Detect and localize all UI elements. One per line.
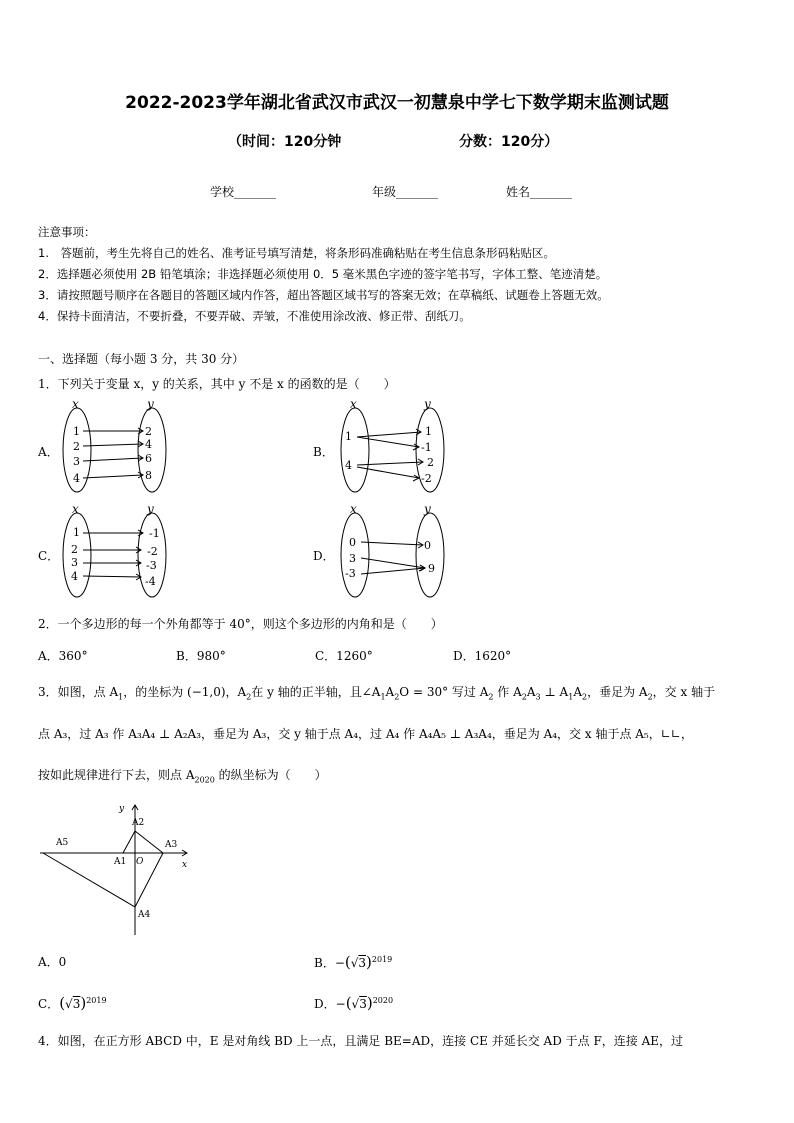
svg-text:6: 6: [145, 452, 152, 465]
note-item: 1. 答题前，考生先将自己的姓名、准考证号填写清楚，将条形码准确粘贴在考生信息条形码粘贴区。: [38, 246, 555, 260]
question-3-line-1: 3．如图，点 $A_1$，的坐标为 (−1,0)，$A_2$在 y 轴的正半轴，且$\angle A_1A_2O = 30^\circ$ 写过 $A_2$ 作 $A_2A_3$ ⊥ $A_1A_2$，垂足为 $A_2$，交 x 轴于: [38, 685, 716, 702]
question-3-line-3: 按如此规律进行下去，则点 $A_{2020}$ 的纵坐标为（ ）: [38, 768, 327, 785]
q1-option-a-label: A．: [38, 445, 59, 459]
svg-text:4: 4: [345, 459, 352, 472]
q2-option-d: D．1620°: [453, 649, 512, 663]
q1-option-b-label: B．: [313, 445, 334, 459]
axis-y-label: y: [147, 397, 154, 411]
fig-a1: A1: [114, 857, 127, 867]
svg-text:0: 0: [424, 539, 431, 552]
svg-text:-3: -3: [345, 567, 356, 580]
q3-option-a: A．0: [38, 955, 67, 969]
svg-text:y: y: [424, 397, 431, 411]
svg-text:4: 4: [145, 438, 152, 451]
svg-text:1: 1: [345, 430, 352, 443]
fig-y-label: y: [119, 804, 125, 814]
q1-option-d-label: D．: [313, 549, 335, 563]
school-field: 学校_______: [210, 185, 277, 199]
question-1-stem: 1．下列关于变量 x，y 的关系，其中 y 不是 x 的函数的是（ ）: [38, 377, 396, 391]
axis-x-label: x: [72, 397, 79, 411]
svg-text:2: 2: [71, 543, 78, 556]
svg-text:4: 4: [73, 472, 80, 485]
svg-text:-1: -1: [421, 441, 432, 454]
notes-heading: 注意事项：: [38, 225, 96, 239]
question-2-stem: 2．一个多边形的每一个外角都等于 40°，则这个多边形的内角和是（ ）: [38, 617, 443, 631]
svg-text:x: x: [72, 502, 79, 516]
svg-text:-2: -2: [147, 545, 158, 558]
svg-text:-1: -1: [149, 527, 160, 540]
fig-a2: A2: [132, 818, 145, 828]
q1-mapping-d: [333, 500, 463, 605]
svg-text:1: 1: [73, 425, 80, 438]
svg-text:y: y: [424, 502, 431, 516]
fig-x-label: x: [182, 860, 188, 870]
question-3-line-2: 点 A₃，过 A₃ 作 A₃A₄ ⊥ A₂A₃，垂足为 A₃，交 y 轴于点 A₄，过 A₄ 作 A₄A₅ ⊥ A₃A₄，垂足为 A₄，交 x 轴于点 A₅，∟∟，: [38, 727, 693, 741]
q2-option-c: C．1260°: [315, 649, 373, 663]
exam-time: （时间：120分钟: [228, 134, 342, 150]
q3-option-c: C．$(√3)^{2019}$: [38, 994, 107, 1012]
fig-origin: O: [136, 857, 144, 867]
svg-text:2: 2: [427, 456, 434, 469]
svg-text:1: 1: [73, 526, 80, 539]
svg-text:0: 0: [349, 536, 356, 549]
svg-text:3: 3: [349, 552, 356, 565]
q2-option-b: B．980°: [176, 649, 226, 663]
svg-text:-3: -3: [146, 559, 157, 572]
svg-text:-4: -4: [145, 575, 156, 588]
svg-text:y: y: [147, 502, 154, 516]
svg-text:9: 9: [428, 562, 435, 575]
q1-mapping-a: [55, 395, 185, 500]
svg-text:2: 2: [73, 440, 80, 453]
note-item: 2．选择题必须使用 2B 铅笔填涂；非选择题必须使用 0．5 毫米黑色字迹的签字笔书写，字体工整、笔迹清楚。: [38, 267, 608, 281]
svg-text:3: 3: [73, 455, 80, 468]
q1-mapping-b: [333, 395, 463, 500]
note-item: 4．保持卡面清洁，不要折叠，不要弄破、弄皱，不准使用涂改液、修正带、刮纸刀。: [38, 309, 471, 323]
exam-score: 分数：120分）: [459, 134, 559, 150]
fig-a5: A5: [56, 838, 69, 848]
svg-text:3: 3: [71, 556, 78, 569]
svg-text:x: x: [350, 397, 357, 411]
q1-mapping-c: [55, 500, 185, 605]
q3-option-b: B．$-(√3)^{2019}$: [314, 953, 393, 971]
svg-text:x: x: [350, 502, 357, 516]
svg-text:4: 4: [71, 570, 78, 583]
page-title: 2022-2023学年湖北省武汉市武汉一初慧泉中学七下数学期末监测试题: [125, 93, 669, 113]
q2-option-a: A．360°: [38, 649, 88, 663]
fig-a3: A3: [165, 840, 178, 850]
question-4-stem: 4．如图，在正方形 ABCD 中，E 是对角线 BD 上一点，且满足 BE=AD，连接 CE 并延长交 AD 于点 F，连接 AE，过: [38, 1034, 684, 1048]
svg-text:1: 1: [425, 425, 432, 438]
svg-text:-2: -2: [421, 472, 432, 485]
section-heading: 一、选择题（每小题 3 分，共 30 分）: [38, 352, 245, 366]
fig-a4: A4: [138, 910, 151, 920]
svg-text:8: 8: [145, 469, 152, 482]
grade-field: 年级_______: [372, 185, 439, 199]
q3-figure: [38, 800, 198, 940]
q3-option-d: D．$-(√3)^{2020}$: [314, 994, 394, 1012]
name-field: 姓名_______: [506, 185, 573, 199]
q1-option-c-label: C．: [38, 549, 60, 563]
note-item: 3．请按照题号顺序在各题目的答题区域内作答，超出答题区域书写的答案无效；在草稿纸、试题卷上答题无效。: [38, 288, 609, 302]
svg-text:2: 2: [145, 425, 152, 438]
